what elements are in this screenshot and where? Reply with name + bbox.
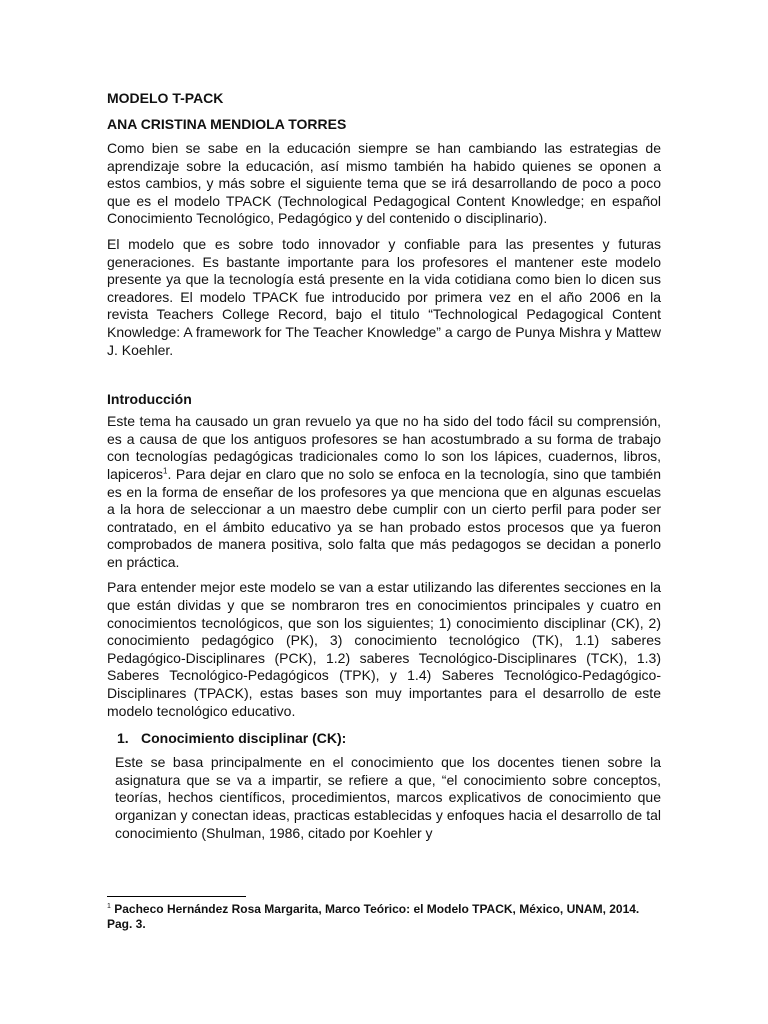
footnote-text: Pacheco Hernández Rosa Margarita, Marco Teórico: el Modelo TPACK, México, UNAM, 2014. Pag. 3. (107, 902, 640, 931)
paragraph-introduccion-2: Para entender mejor este modelo se van a estar utilizando las diferentes secciones en la que están dividas y que se nombraron tres en conocimientos principales y cuatro en conocimientos tecnológicos, que son los siguientes; 1) conocimiento disciplinar (CK), 2) conocimiento pedagógico (PK), 3) conocimiento tecnológico (TK), 1.1) saberes Pedagógico-Disciplinares (PCK), 1.2) saberes Tecnológico-Disciplinares (TCK), 1.3) Saberes Tecnológico-Pedagógicos (TPK), y 1.4) Saberes Tecnológico-Pedagógico-Disciplinares (TPACK), estas bases son muy importantes para el desarrollo de este modelo tecnológico educativo. (107, 579, 661, 719)
section-heading-ck (117, 728, 661, 748)
footnote-number: 1 (107, 903, 111, 910)
section-heading-introduccion: Introducción (107, 391, 192, 408)
footnote (107, 902, 661, 932)
document-page (107, 88, 661, 850)
footnote-divider (107, 896, 246, 897)
paragraph-intro-1: Como bien se sabe en la educación siempre se han cambiando las estrategias de aprendizaje sobre la educación, así mismo también ha habido quienes se oponen a estos cambios, y más sobre el siguiente tema que se irá desarrollando de poco a poco que es el modelo TPACK (Technological Pedagogical Content Knowledge; en español Conocimiento Tecnológico, Pedagógico y del contenido o disciplinario). (107, 140, 661, 227)
document-author: ANA CRISTINA MENDIOLA TORRES (107, 116, 347, 132)
footnote-reference: 1 (163, 466, 168, 476)
section-number: 1. (117, 730, 129, 747)
paragraph-ck: Este se basa principalmente en el conocimiento que los docentes tienen sobre la asignatura que se va a impartir, se refiere a que, “el conocimiento sobre conceptos, teorías, hechos científicos, procedimientos, marcos explicativos de conocimiento que organizan y conectan ideas, practicas establecidas y enfoques hacia el desarrollo de tal conocimiento (Shulman, 1986, citado por Koehler y (115, 754, 661, 841)
paragraph-text: . Para dejar en claro que no solo se enfoca en la tecnología, sino que también es en la forma de enseñar de los profesores ya que menciona que en algunas escuelas a la hora de seleccionar a un maestro debe cumplir con un cierto perfil para poder ser contratado, en el ámbito educativo ya se han probado estos procesos que ya fueron comprobados de manera positiva, solo falta que más pedagogos se decidan a ponerlo en práctica. (107, 465, 661, 570)
document-title: MODELO T-PACK (107, 90, 224, 106)
paragraph-intro-2: El modelo que es sobre todo innovador y confiable para las presentes y futuras generaciones. Es bastante importante para los profesores el mantener este modelo presente ya que la tecnología está presente en la vida cotidiana como bien lo dicen sus creadores. El modelo TPACK fue introducido por primera vez en el año 2006 en la revista Teachers College Record, bajo el titulo “Technological Pedagogical Content Knowledge: A framework for The Teacher Knowledge” a cargo de Punya Mishra y Mattew J. Koehler. (107, 235, 661, 358)
paragraph-text: Este tema ha causado un gran revuelo ya que no ha sido del todo fácil su comprensión, es a causa de que los antiguos profesores se han acostumbrado a su forma de trabajo con tecnologías pedagógicas tradicionales como lo son los lápices, cuadernos, libros, lapiceros (107, 413, 661, 482)
section-title: Conocimiento disciplinar (CK): (141, 730, 347, 747)
spacer (107, 367, 661, 389)
paragraph-introduccion-1 (107, 413, 661, 571)
